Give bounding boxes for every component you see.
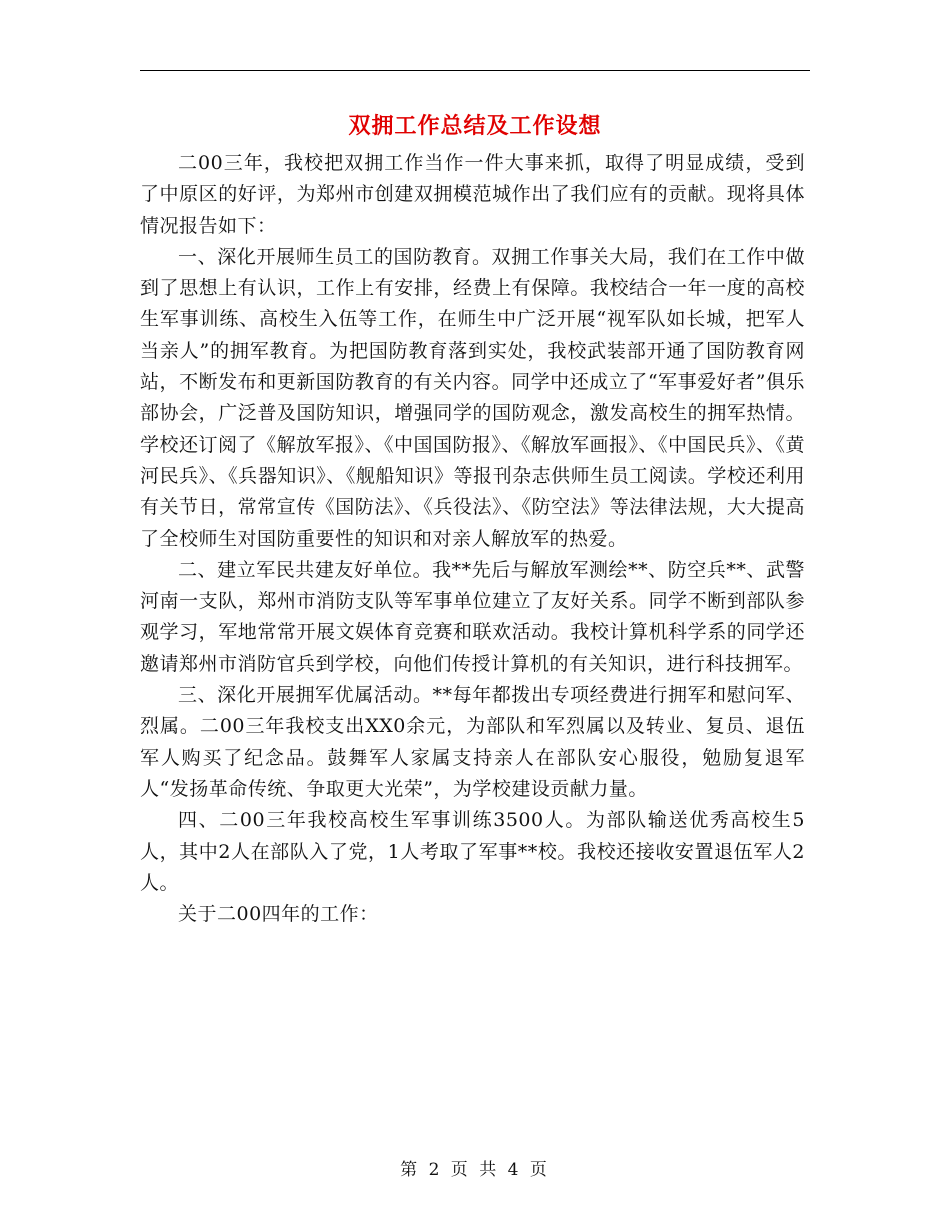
header-rule [140, 70, 810, 71]
paragraph-intro: 二00三年，我校把双拥工作当作一件大事来抓，取得了明显成绩，受到了中原区的好评，为郑州市创建双拥模范城作出了我们应有的贡献。现将具体情况报告如下： [140, 152, 805, 237]
paragraph-section-2: 二、建立军民共建友好单位。我**先后与解放军测绘**、防空兵**、武警河南一支队，郑州市消防支队等军事单位建立了友好关系。同学不断到部队参观学习，军地常常开展文娱体育竞赛和联欢活动。我校计算机科学系的同学还邀请郑州市消防官兵到学校，向他们传授计算机的有关知识，进行科技拥军。 [140, 558, 805, 675]
document-body [140, 148, 805, 930]
paragraph-section-3: 三、深化开展拥军优属活动。**每年都拨出专项经费进行拥军和慰问军、烈属。二00三年我校支出XX0余元，为部队和军烈属以及转业、复员、退伍军人购买了纪念品。鼓舞军人家属支持亲人在部队安心服役，勉励复退军人“发扬革命传统、争取更大光荣”，为学校建设贡献力量。 [140, 684, 805, 800]
paragraph-section-1: 一、深化开展师生员工的国防教育。双拥工作事关大局，我们在工作中做到了思想上有认识，工作上有安排，经费上有保障。我校结合一年一度的高校生军事训练、高校生入伍等工作，在师生中广泛开展“视军队如长城，把军人当亲人”的拥军教育。为把国防教育落到实处，我校武装部开通了国防教育网站，不断发布和更新国防教育的有关内容。同学中还成立了“军事爱好者”俱乐部协会，广泛普及国防知识，增强同学的国防观念，激发高校生的拥军热情。学校还订阅了《解放军报》、《中国国防报》、《解放军画报》、《中国民兵》、《黄河民兵》、《兵器知识》、《舰船知识》等报刊杂志供师生员工阅读。学校还利用有关节日，常常宣传《国防法》、《兵役法》、《防空法》等法律法规，大大提高了全校师生对国防重要性的知识和对亲人解放军的热爱。 [140, 245, 806, 550]
document-title: 双拥工作总结及工作设想 [348, 113, 602, 139]
paragraph-section-4: 四、二00三年我校高校生军事训练3500人。为部队输送优秀高校生5人，其中2人在部队入了党，1人考取了军事**校。我校还接收安置退伍军人2人。 [140, 809, 805, 894]
page-number-footer: 第 2 页 共 4 页 [400, 1160, 550, 1180]
paragraph-next-year: 关于二00四年的工作： [178, 903, 379, 926]
